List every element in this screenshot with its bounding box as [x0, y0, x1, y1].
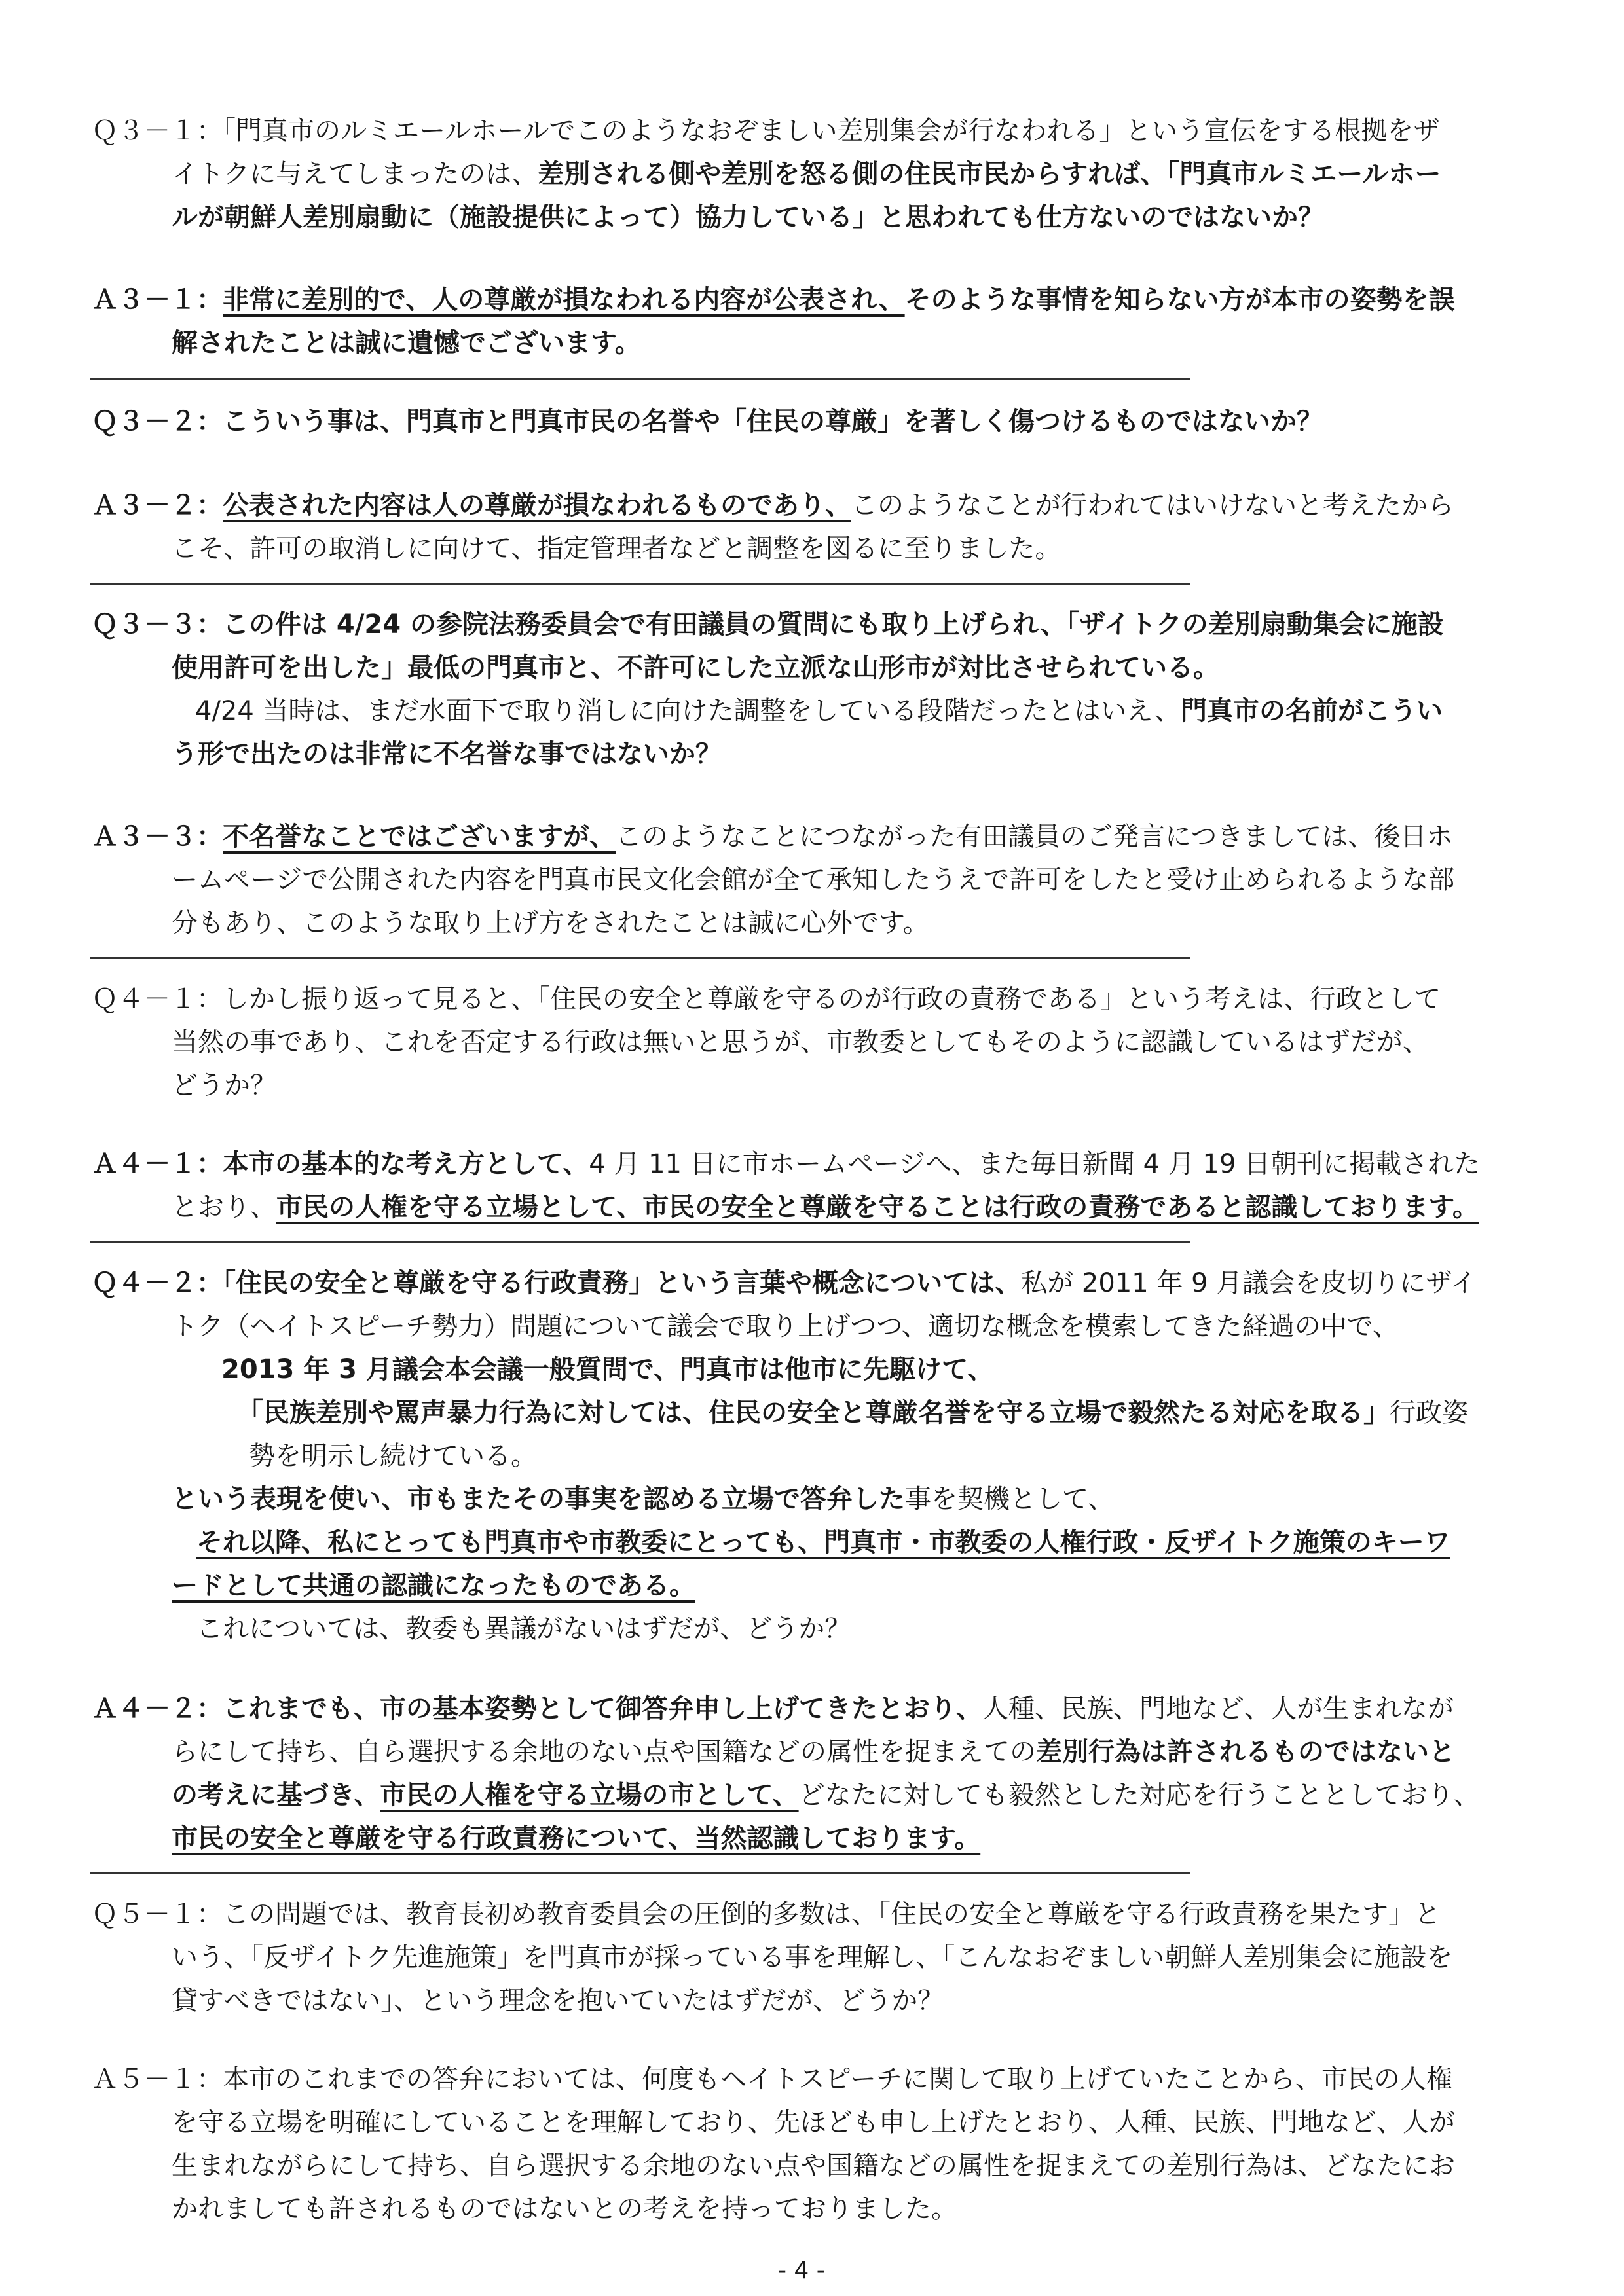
a5-1-line-2: を守る立場を明確にしていることを理解しており、先ほども申し上げたとおり、人種、民族、門地など、人が	[172, 2107, 1455, 2138]
a4-2-text: らにして持ち、自ら選択する余地のない点や国籍などの属性を捉まえての	[172, 1737, 1036, 1767]
q4-2-line-4	[237, 1396, 1468, 1430]
a3-2-underlined: 公表された内容は人の尊厳が損なわれるものであり、	[223, 490, 851, 520]
a4-2-line-1	[92, 1692, 1454, 1726]
q4-1-line-2: 当然の事であり、これを否定する行政は無いと思うが、市教委としてもそのように認識しているはずだが、	[172, 1027, 1429, 1057]
q4-2-emphasis: Ｑ４－２：「住民の安全と尊厳を守る行政責務」という言葉や概念については、	[92, 1268, 1022, 1298]
q5-1-line-2: いう、「反ザイトク先進施策」を門真市が採っている事を理解し、「こんなおぞましい朝鮮人差別集会に施設を	[172, 1942, 1453, 1973]
a5-1-line-4: かれましても許されるものではないとの考えを持っておりました。	[172, 2194, 957, 2224]
a3-3-prefix: Ａ３－３：	[92, 822, 223, 852]
q5-1-line-1: Ｑ５－１：この問題では、教育長初め教育委員会の圧倒的多数は、「住民の安全と尊厳を守る行政責務を果たす」と	[92, 1899, 1441, 1929]
q4-2-line-2: トク（ヘイトスピーチ勢力）問題について議会で取り上げつつ、適切な概念を模索してきた経過の中で、	[172, 1311, 1399, 1341]
a3-1-underlined: 非常に差別的で、人の尊厳が損なわれる内容が公表され、	[223, 285, 905, 315]
q3-3-text: 4/24 当時は、まだ水面下で取り消しに向けた調整をしている段階だったとはいえ、	[195, 696, 1181, 726]
q3-1-line-1: Ｑ３－１：「門真市のルミエールホールでこのようなおぞましい差別集会が行なわれる」という宣伝をする根拠をザ	[92, 116, 1440, 146]
a3-2-line-2: こそ、許可の取消しに向けて、指定管理者などと調整を図るに至りました。	[172, 534, 1061, 564]
q3-3-line-4: う形で出たのは非常に不名誉な事ではないか？	[172, 739, 722, 769]
a3-1-prefix: Ａ３－１：	[92, 285, 223, 315]
a3-3-line-2: ームページで公開された内容を門真市民文化会館が全て承知したうえで許可をしたと受け止められるような部	[172, 865, 1455, 895]
q4-2-line-6	[172, 1482, 1114, 1516]
a4-1-text: 4 月 11 日に市ホームページへ、また毎日新聞 4 月 19 日朝刊に掲載された	[589, 1149, 1481, 1179]
q4-2-line-3: 2013 年 3 月議会本会議一般質問で、門真市は他市に先駆けて、	[221, 1355, 994, 1385]
q4-2-emphasis: という表現を使い、市もまたその事実を認める立場で答弁した	[172, 1484, 905, 1514]
a3-3-text: このようなことにつながった有田議員のご発言につきましては、後日ホ	[616, 822, 1453, 852]
q3-2-line-1: Ｑ３－２：こういう事は、門真市と門真市民の名誉や「住民の尊厳」を著しく傷つけるものではないか？	[92, 407, 1323, 437]
a4-1-line-1	[92, 1147, 1480, 1181]
a4-1-emphasis: Ａ４－１：本市の基本的な考え方として、	[92, 1149, 589, 1179]
separator-line	[90, 957, 1190, 959]
q4-1-line-3: どうか？	[172, 1070, 276, 1101]
a3-2-prefix: Ａ３－２：	[92, 490, 223, 520]
a4-1-text: とおり、	[172, 1192, 276, 1222]
q4-2-text: 行政姿	[1390, 1398, 1468, 1428]
q3-3-emphasis: 門真市の名前がこうい	[1180, 696, 1443, 726]
a3-2-line-1	[92, 488, 1454, 522]
q3-3-line-3	[195, 694, 1443, 728]
a4-2-line-2	[172, 1735, 1455, 1769]
q4-2-text: 事を契機として、	[905, 1484, 1115, 1514]
a4-2-emphasis: Ａ４－２：これまでも、市の基本姿勢として御答弁申し上げてきたとおり、	[92, 1694, 982, 1724]
q3-1-text: イトクに与えてしまったのは、	[172, 159, 538, 189]
separator-line	[90, 1872, 1190, 1874]
separator-line	[90, 378, 1190, 380]
q5-1-line-3: 貸すべきではない」、という理念を抱いていたはずだが、どうか？	[172, 1986, 944, 2016]
a5-1-line-1: Ａ５－１：本市のこれまでの答弁においては、何度もヘイトスピーチに関して取り上げていたことから、市民の人権	[92, 2064, 1452, 2094]
q4-2-line-1	[92, 1266, 1477, 1300]
separator-line	[90, 583, 1190, 585]
a3-1-line-1	[92, 283, 1455, 317]
a5-1-line-3: 生まれながらにして持ち、自ら選択する余地のない点や国籍などの属性を捉まえての差別行為は、どなたにお	[172, 2151, 1455, 2181]
q4-2-line-7: それ以降、私にとっても門真市や市教委にとっても、門真市・市教委の人権行政・反ザイトク施策のキーワ	[196, 1527, 1450, 1558]
a3-3-line-1	[92, 820, 1452, 854]
a4-2-line-4: 市民の安全と尊厳を守る行政責務について、当然認識しております。	[172, 1823, 981, 1853]
a3-3-underlined: 不名誉なことではございますが、	[223, 822, 616, 852]
q4-2-line-9: これについては、教委も異議がないはずだが、どうか？	[196, 1614, 851, 1644]
q4-2-text: 私が 2011 年 9 月議会を皮切りにザイ	[1021, 1268, 1477, 1298]
a4-1-line-2	[172, 1190, 1479, 1224]
q3-3-line-1: Ｑ３－３：この件は 4/24 の参院法務委員会で有田議員の質問にも取り上げられ、「ザイトクの差別扇動集会に施設	[92, 610, 1444, 640]
page-number: - 4 -	[778, 2257, 825, 2284]
separator-line	[90, 1241, 1190, 1243]
a4-2-underlined: 市民の人権を守る立場の市として、	[380, 1780, 799, 1810]
a4-2-line-3	[172, 1778, 1480, 1812]
q3-1-emphasis: 差別される側や差別を怒る側の住民市民からすれば、「門真市ルミエールホー	[538, 159, 1441, 189]
a3-3-line-3: 分もあり、このような取り上げ方をされたことは誠に心外です。	[172, 908, 929, 938]
a3-2-text: このようなことが行われてはいけないと考えたから	[851, 490, 1454, 520]
a3-1-line-2: 解されたことは誠に遺憾でございます。	[172, 328, 641, 358]
q4-2-quote: 「民族差別や罵声暴力行為に対しては、住民の安全と尊厳名誉を守る立場で毅然たる対応を取る」	[237, 1398, 1390, 1428]
q4-1-line-1: Ｑ４－１：しかし振り返って見ると、「住民の安全と尊厳を守るのが行政の責務である」という考えは、行政として	[92, 984, 1441, 1014]
q3-1-line-3: ルが朝鮮人差別扇動に（施設提供によって）協力している」と思われても仕方ないのではないか？	[172, 202, 1324, 232]
a4-2-emphasis: 差別行為は許されるものではないと	[1036, 1737, 1455, 1767]
a4-1-underlined: 市民の人権を守る立場として、市民の安全と尊厳を守ることは行政の責務であると認識しております。	[276, 1192, 1479, 1222]
q3-1-line-2	[172, 157, 1441, 191]
q4-2-line-5: 勢を明示し続けている。	[249, 1441, 537, 1471]
q3-3-line-2: 使用許可を出した」最低の門真市と、不許可にした立派な山形市が対比させられている。	[172, 653, 1219, 683]
a4-2-emphasis: の考えに基づき、	[172, 1780, 380, 1810]
q4-2-line-8: ードとして共通の認識になったものである。	[172, 1571, 695, 1601]
a3-1-text: そのような事情を知らない方が本市の姿勢を誤	[904, 285, 1455, 315]
a4-2-text: どなたに対しても毅然とした対応を行うこととしており、	[798, 1780, 1480, 1810]
a4-2-text: 人種、民族、門地など、人が生まれなが	[982, 1694, 1454, 1724]
